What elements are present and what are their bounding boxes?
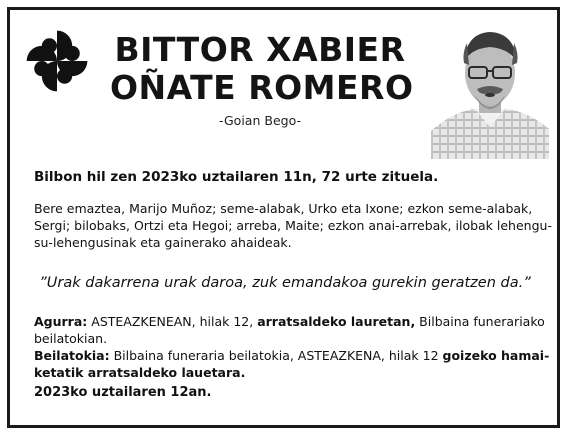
wake-line: [34, 347, 550, 364]
obituary-card: [7, 7, 560, 428]
family-line-2: Sergi; bilobaks, Ortzi eta Hegoi; arreba, Maite; ezkon anai-arrebak, ilobak lehengu-: [34, 218, 552, 233]
farewell-time: arratsaldeko lauretan,: [257, 314, 416, 329]
funeral-details: [34, 313, 550, 381]
farewell-line-2: beilatokian.: [34, 331, 108, 346]
memorial-quote: ”Urak dakarrena urak daroa, zuk emandakoa gurekin geratzen da.”: [39, 275, 531, 291]
wake-text: Bilbaina funeraria beilatokia, ASTEAZKENA, hilak 12: [109, 348, 443, 363]
family-line-1: Bere emaztea, Marijo Muñoz; seme-alabak, Urko eta Ixone; ezkon seme-alabak,: [34, 201, 533, 216]
wake-time-start: goizeko hamai-: [442, 348, 550, 363]
farewell-place: Bilbaina funerariako: [415, 314, 545, 329]
farewell-line: [34, 313, 544, 330]
goian-bego-subtitle: -Goian Bego-: [219, 113, 301, 128]
wake-time-end: ketatik arratsaldeko lauetara.: [34, 365, 246, 380]
farewell-text: ASTEAZKENEAN, hilak 12,: [87, 314, 258, 329]
deceased-name-line-1: BITTOR XABIER: [114, 30, 406, 69]
wake-label: Beilatokia:: [34, 348, 110, 363]
portrait-photo: [431, 23, 549, 159]
lauburu-icon: [24, 28, 90, 94]
family-line-3: su-lehengusinak eta gainerako ahaideak.: [34, 235, 292, 250]
publication-date: 2023ko uztailaren 12an.: [34, 385, 212, 400]
death-notice: Bilbon hil zen 2023ko uztailaren 11n, 72 urte zituela.: [34, 169, 439, 185]
deceased-name-line-2: OÑATE ROMERO: [110, 68, 414, 107]
family-list: [34, 200, 552, 251]
farewell-label: Agurra:: [34, 314, 88, 329]
